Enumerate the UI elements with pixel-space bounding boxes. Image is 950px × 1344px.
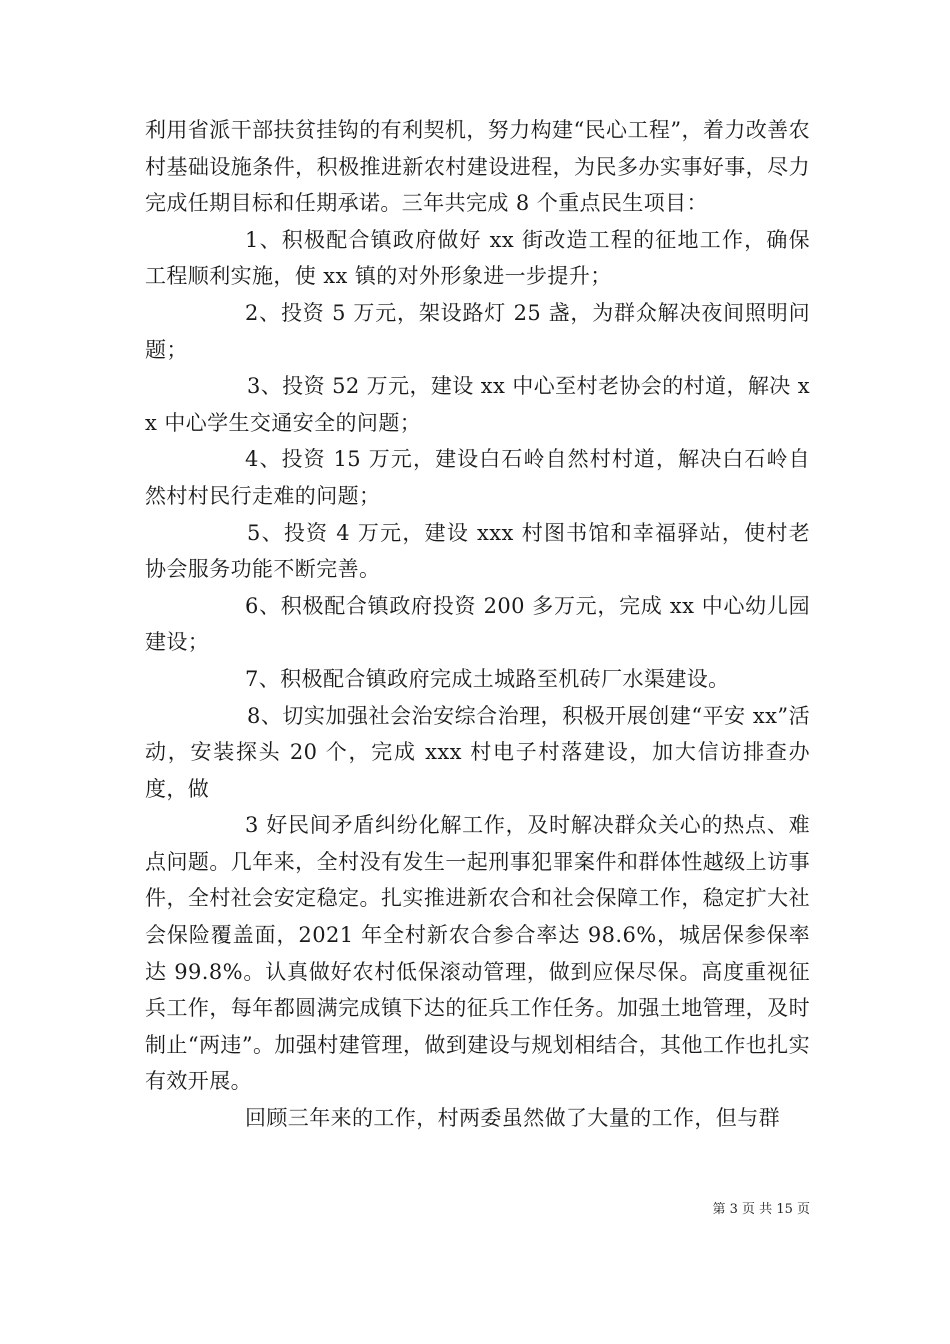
page-number-footer: 第 3 页 共 15 页 bbox=[712, 1202, 810, 1217]
paragraph-item-6: 6、积极配合镇政府投资 200 多万元，完成 xx 中心幼儿园建设； bbox=[145, 593, 810, 655]
document-body bbox=[145, 112, 810, 1137]
paragraph-item-4: 4、投资 15 万元，建设白石岭自然村村道，解决白石岭自然村村民行走难的问题； bbox=[145, 447, 810, 508]
paragraph-item-7: 7、积极配合镇政府完成土城路至机砖厂水渠建设。 bbox=[245, 666, 730, 691]
paragraph-item-3: 3、投资 52 万元，建设 xx 中心至村老协会的村道，解决 xx 中心学生交通安全的问题； bbox=[145, 374, 810, 435]
paragraph-item-5: 5、投资 4 万元，建设 xxx 村图书馆和幸福驿站，使村老协会服务功能不断完善。 bbox=[145, 520, 810, 582]
paragraph-item-1: 1、积极配合镇政府做好 xx 街改造工程的征地工作，确保工程顺利实施，使 xx 镇的对外形象进一步提升； bbox=[145, 227, 810, 289]
paragraph-review: 回顾三年来的工作，村两委虽然做了大量的工作，但与群 bbox=[245, 1106, 780, 1131]
paragraph-item-2: 2、投资 5 万元，架设路灯 25 盏，为群众解决夜间照明问题； bbox=[145, 300, 810, 362]
paragraph-item-8: 8、切实加强社会治安综合治理，积极开展创建“平安 xx”活动，安装探头 20 个，完成 xxx 村电子村落建设，加大信访排查办度，做 bbox=[145, 703, 810, 801]
paragraph-continuation: 3 好民间矛盾纠纷化解工作，及时解决群众关心的热点、难点问题。几年来，全村没有发生一起刑事犯罪案件和群体性越级上访事件，全村社会安定稳定。扎实推进新农合和社会保障工作，稳定扩大社会保险覆盖面，2021 年全村新农合参合率达 98.6%，城居保参保率达 99.8%。认真做好农村低保滚动管理，做到应保尽保。高度重视征兵工作，每年都圆满完成镇下达的征兵工作任务。加强土地管理，及时制止“两违”。加强村建管理，做到建设与规划相结合，其他工作也扎实有效开展。 bbox=[145, 813, 810, 1094]
paragraph-intro: 利用省派干部扶贫挂钩的有利契机，努力构建“民心工程”，着力改善农村基础设施条件，积极推进新农村建设进程，为民多办实事好事，尽力完成任期目标和任期承诺。三年共完成 8 个重点民生项目： bbox=[145, 118, 810, 216]
